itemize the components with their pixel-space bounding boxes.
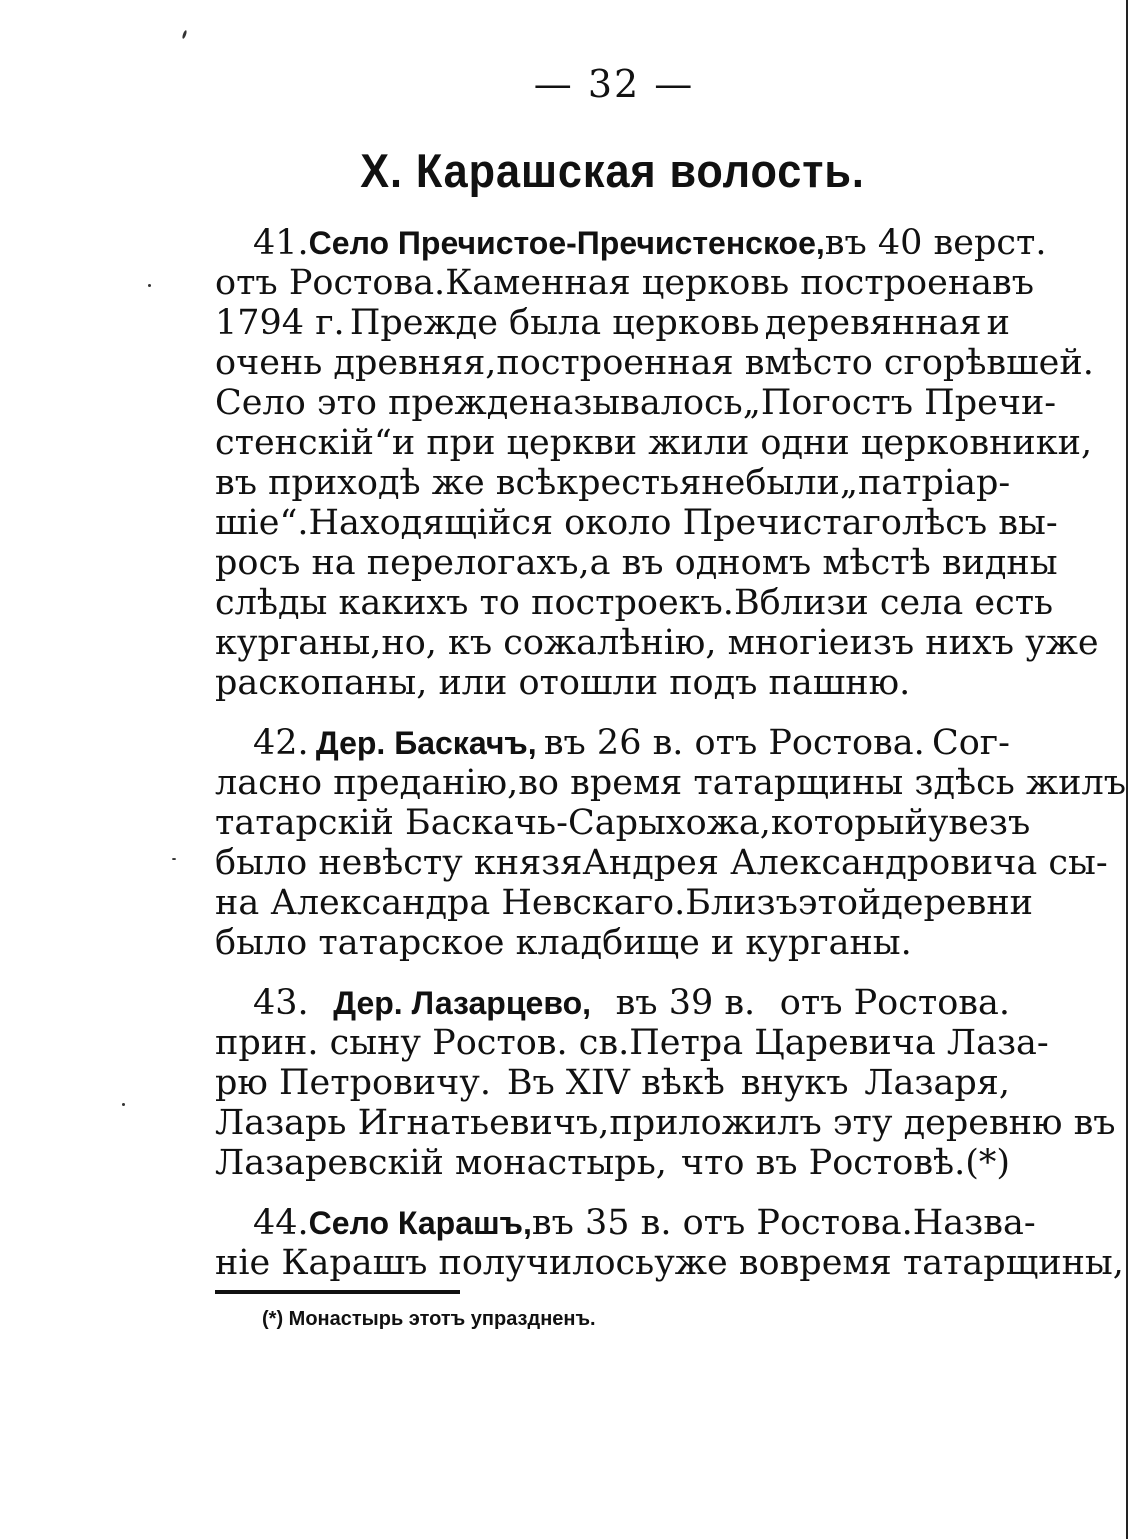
text-segment: ласно преданію, — [215, 763, 519, 803]
text-line — [215, 803, 1031, 843]
text-segment: 41. — [253, 223, 309, 263]
text-segment: Каменная церковь построена — [445, 263, 993, 303]
text-segment: ніе Карашъ получилось — [215, 1243, 655, 1283]
entry-41 — [215, 223, 1099, 703]
scan-speck — [122, 1103, 125, 1106]
place-name: Дер. Лазарцево, — [333, 985, 591, 1021]
text-segment: этой — [797, 883, 882, 923]
text-segment: увезъ — [927, 803, 1031, 843]
text-segment: построенная вмѣсто сгорѣвшей. — [496, 343, 1094, 383]
text-line — [215, 663, 1010, 703]
text-segment: лѣсъ вы- — [901, 503, 1058, 543]
text-line — [215, 223, 1047, 263]
text-segment: 44. — [253, 1203, 309, 1243]
entry-44 — [215, 1203, 1124, 1283]
text-segment: Назва- — [912, 1203, 1036, 1243]
place-name: Село Карашъ, — [308, 1205, 532, 1241]
text-line — [215, 883, 1033, 923]
text-segment: уже вовремя татарщины, — [654, 1243, 1124, 1283]
text-line — [215, 463, 1010, 503]
text-segment: курганы, — [215, 623, 382, 663]
text-segment: рю Петровичу. — [215, 1063, 491, 1103]
text-segment: росъ на перелогахъ, — [215, 543, 590, 583]
entry-42 — [215, 723, 1126, 963]
text-segment: прин. сыну Ростов. св. — [215, 1023, 630, 1063]
text-segment: изъ нихъ уже — [849, 623, 1099, 663]
text-segment: во время татарщины здѣсь жилъ — [518, 763, 1126, 803]
text-line — [215, 383, 1057, 423]
body-text — [215, 223, 1126, 1303]
text-segment: въ — [992, 263, 1034, 303]
text-segment: стенскій“ — [215, 423, 392, 463]
text-line — [215, 1203, 1036, 1243]
text-segment: Вблизи села есть — [733, 583, 1054, 623]
text-segment: отъ Ростова. — [779, 983, 1010, 1023]
text-segment: слѣды какихъ то построекъ. — [215, 583, 734, 623]
text-line — [215, 1143, 1010, 1183]
place-name: Село Пречистое-Пречистенское, — [308, 225, 825, 261]
text-segment: татарскій Баскачь-Сарыхожа, — [215, 803, 771, 843]
text-segment: внукъ — [740, 1063, 849, 1103]
text-segment: Петра Царевича Лаза- — [629, 1023, 1049, 1063]
text-line — [215, 423, 1093, 463]
footnote: (*) Монастырь этотъ упраздненъ. — [262, 1308, 596, 1330]
text-segment: Село это прежде — [215, 383, 529, 423]
footnote-divider — [215, 1290, 460, 1294]
text-segment: а въ одномъ мѣстѣ видны — [589, 543, 1058, 583]
text-segment: Лазарь Игнатьевичъ, — [215, 1103, 610, 1143]
text-line — [215, 1063, 1010, 1103]
text-segment: что въ Ростовѣ.(*) — [680, 1143, 1011, 1183]
text-segment: на Александра Невскаго. — [215, 883, 686, 923]
text-segment: приложилъ эту деревню въ — [609, 1103, 1116, 1143]
text-segment: Близъ — [685, 883, 798, 923]
text-segment: „патріар- — [839, 463, 1011, 503]
text-segment: Лазаря, — [864, 1063, 1010, 1103]
text-line — [215, 503, 1058, 543]
text-segment: шіе“. — [215, 503, 309, 543]
text-segment: Находящійся около Пречистаго — [308, 503, 902, 543]
text-segment: 43. — [253, 983, 309, 1023]
text-line — [215, 263, 1034, 303]
text-line — [215, 303, 1010, 343]
scan-speck — [182, 30, 188, 39]
text-segment: отъ Ростова. — [215, 263, 446, 303]
text-line — [215, 843, 1108, 883]
text-segment: и при церкви жили одни церковники, — [391, 423, 1093, 463]
text-line — [215, 723, 1010, 763]
text-line — [215, 1023, 1049, 1063]
text-segment: Въ XIV вѣкѣ — [506, 1063, 725, 1103]
text-segment: было татарское кладбище и курганы. — [215, 923, 912, 963]
text-segment: въ 35 в. отъ Ростова. — [531, 1203, 913, 1243]
text-segment: въ 39 в. — [615, 983, 756, 1023]
text-segment: и — [986, 303, 1010, 343]
text-segment: очень древняя, — [215, 343, 497, 383]
text-line — [215, 1243, 1124, 1283]
text-line — [215, 343, 1094, 383]
text-segment: деревни — [881, 883, 1033, 923]
text-line — [215, 1103, 1116, 1143]
text-segment: который — [770, 803, 928, 843]
text-line — [215, 763, 1126, 803]
text-line — [215, 543, 1058, 583]
text-segment: крестьяне — [556, 463, 746, 503]
text-segment: въ приходѣ же всѣ — [215, 463, 557, 503]
text-segment: въ 40 верст. — [824, 223, 1047, 263]
text-line — [215, 983, 1010, 1023]
scan-speck — [148, 284, 151, 287]
scan-speck — [172, 858, 176, 860]
text-segment: но, къ сожалѣнію, многіе — [381, 623, 850, 663]
text-segment: Сог- — [931, 723, 1010, 763]
text-segment: Лазаревскій монастырь, — [215, 1143, 667, 1183]
text-segment: „Погостъ Пречи- — [742, 383, 1057, 423]
text-segment: деревянная — [764, 303, 982, 343]
text-segment: 1794 г. — [215, 303, 345, 343]
text-segment: въ 26 в. отъ Ростова. — [543, 723, 925, 763]
place-name: Дер. Баскачъ, — [315, 725, 537, 761]
text-segment: были — [745, 463, 840, 503]
text-segment: называлось — [529, 383, 743, 423]
text-segment: было невѣсту князя — [215, 843, 583, 883]
text-segment: Андрея Александровича сы- — [582, 843, 1108, 883]
text-line — [215, 923, 1010, 963]
text-segment: раскопаны, или отошли подъ пашню. — [215, 663, 911, 703]
page-number: — 32 — — [533, 62, 695, 106]
text-segment: 42. — [253, 723, 309, 763]
text-line — [215, 583, 1054, 623]
entry-43 — [215, 983, 1116, 1183]
text-segment: Прежде была церковь — [349, 303, 760, 343]
text-line — [215, 623, 1099, 663]
section-title: X. Карашская волость. — [360, 144, 865, 197]
page-edge-rule — [1126, 0, 1128, 1539]
